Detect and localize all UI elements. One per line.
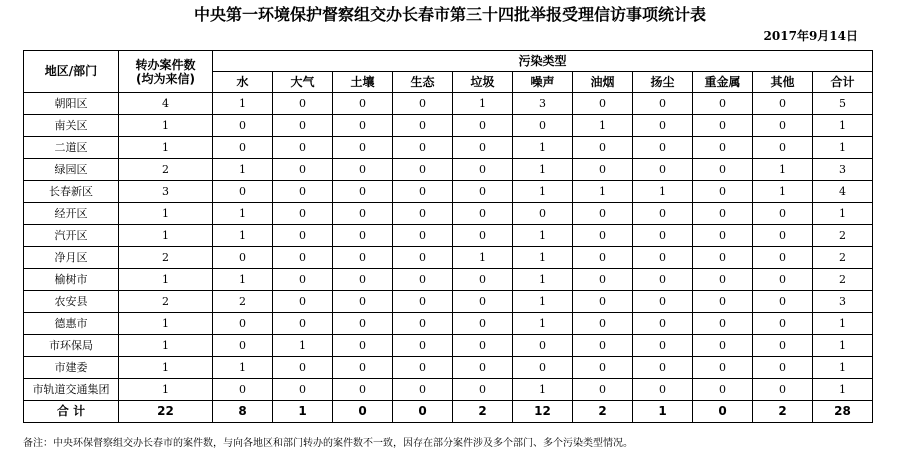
region-cell: 农安县: [24, 291, 119, 313]
value-cell: 1: [213, 93, 273, 115]
value-cell: 0: [693, 401, 753, 423]
value-cell: 0: [693, 225, 753, 247]
value-cell: 1: [753, 181, 813, 203]
table-row: [24, 137, 873, 159]
value-cell: 1: [633, 181, 693, 203]
value-cell: 0: [333, 379, 393, 401]
header-type-10: 合计: [813, 72, 873, 93]
value-cell: 0: [693, 159, 753, 181]
value-cell: 2: [453, 401, 513, 423]
value-cell: 2: [813, 247, 873, 269]
value-cell: 0: [393, 225, 453, 247]
value-cell: 0: [393, 137, 453, 159]
value-cell: 1: [513, 313, 573, 335]
value-cell: 0: [753, 335, 813, 357]
value-cell: 0: [333, 115, 393, 137]
value-cell: 0: [753, 247, 813, 269]
value-cell: 0: [333, 335, 393, 357]
header-type-2: 土壤: [333, 72, 393, 93]
value-cell: 12: [513, 401, 573, 423]
region-cell: 德惠市: [24, 313, 119, 335]
value-cell: 1: [513, 379, 573, 401]
value-cell: 2: [753, 401, 813, 423]
value-cell: 0: [273, 313, 333, 335]
value-cell: 0: [633, 247, 693, 269]
cases-cell: 2: [119, 247, 213, 269]
table-row: [24, 159, 873, 181]
value-cell: 0: [453, 357, 513, 379]
cases-cell: 3: [119, 181, 213, 203]
value-cell: 0: [273, 181, 333, 203]
value-cell: 0: [333, 203, 393, 225]
value-cell: 0: [393, 291, 453, 313]
value-cell: 0: [633, 225, 693, 247]
value-cell: 1: [273, 401, 333, 423]
value-cell: 0: [573, 93, 633, 115]
header-region: 地区/部门: [24, 51, 119, 93]
table-row: [24, 313, 873, 335]
value-cell: 0: [453, 181, 513, 203]
value-cell: 1: [213, 225, 273, 247]
value-cell: 1: [213, 203, 273, 225]
header-type-8: 重金属: [693, 72, 753, 93]
value-cell: 1: [753, 159, 813, 181]
table-body: [24, 93, 873, 423]
value-cell: 0: [453, 137, 513, 159]
value-cell: 0: [213, 379, 273, 401]
value-cell: 0: [453, 379, 513, 401]
region-cell: 长春新区: [24, 181, 119, 203]
value-cell: 0: [273, 269, 333, 291]
value-cell: 0: [753, 93, 813, 115]
value-cell: 0: [393, 313, 453, 335]
region-cell: 市环保局: [24, 335, 119, 357]
value-cell: 0: [573, 159, 633, 181]
table-row: [24, 335, 873, 357]
header-type-7: 扬尘: [633, 72, 693, 93]
header-cases-line1: 转办案件数: [135, 57, 196, 72]
table-row: [24, 269, 873, 291]
value-cell: 0: [513, 335, 573, 357]
value-cell: 0: [753, 225, 813, 247]
value-cell: 3: [513, 93, 573, 115]
value-cell: 1: [213, 269, 273, 291]
value-cell: 0: [693, 247, 753, 269]
value-cell: 0: [513, 203, 573, 225]
value-cell: 0: [333, 401, 393, 423]
value-cell: 0: [573, 247, 633, 269]
page-title: 中央第一环境保护督察组交办长春市第三十四批举报受理信访事项统计表: [193, 5, 706, 24]
value-cell: 0: [453, 291, 513, 313]
value-cell: 0: [453, 159, 513, 181]
cases-cell: 1: [119, 269, 213, 291]
value-cell: 0: [693, 357, 753, 379]
value-cell: 0: [753, 115, 813, 137]
value-cell: 0: [573, 225, 633, 247]
table-row: [24, 357, 873, 379]
value-cell: 0: [753, 379, 813, 401]
table-row: [24, 203, 873, 225]
value-cell: 0: [273, 247, 333, 269]
value-cell: 0: [333, 269, 393, 291]
value-cell: 1: [213, 159, 273, 181]
value-cell: 0: [753, 203, 813, 225]
region-cell: 朝阳区: [24, 93, 119, 115]
value-cell: 0: [333, 247, 393, 269]
value-cell: 0: [393, 357, 453, 379]
value-cell: 0: [693, 137, 753, 159]
value-cell: 0: [633, 379, 693, 401]
value-cell: 0: [273, 159, 333, 181]
value-cell: 0: [393, 203, 453, 225]
cases-cell: 1: [119, 379, 213, 401]
value-cell: 1: [453, 93, 513, 115]
header-cases: [119, 51, 213, 93]
value-cell: 0: [273, 137, 333, 159]
value-cell: 0: [213, 137, 273, 159]
value-cell: 0: [213, 313, 273, 335]
header-type-6: 油烟: [573, 72, 633, 93]
value-cell: 1: [573, 181, 633, 203]
footnote: 备注：中央环保督察组交办长春市的案件数，与向各地区和部门转办的案件数不一致，因存在部分案件涉及多个部门、多个污染类型情况。: [23, 438, 633, 449]
value-cell: 1: [453, 247, 513, 269]
table-row: [24, 247, 873, 269]
value-cell: 0: [393, 181, 453, 203]
value-cell: 0: [393, 115, 453, 137]
value-cell: 0: [633, 269, 693, 291]
value-cell: 0: [333, 93, 393, 115]
cases-cell: 1: [119, 137, 213, 159]
value-cell: 28: [813, 401, 873, 423]
value-cell: 5: [813, 93, 873, 115]
value-cell: 0: [393, 401, 453, 423]
value-cell: 0: [633, 137, 693, 159]
value-cell: 2: [573, 401, 633, 423]
value-cell: 1: [813, 137, 873, 159]
table-row: [24, 225, 873, 247]
value-cell: 3: [813, 159, 873, 181]
value-cell: 0: [633, 335, 693, 357]
value-cell: 0: [753, 313, 813, 335]
value-cell: 0: [753, 357, 813, 379]
value-cell: 0: [573, 203, 633, 225]
region-cell: 榆树市: [24, 269, 119, 291]
cases-cell: 1: [119, 313, 213, 335]
region-cell: 汽开区: [24, 225, 119, 247]
value-cell: 0: [453, 313, 513, 335]
table-row: [24, 379, 873, 401]
value-cell: 0: [273, 225, 333, 247]
value-cell: 0: [453, 115, 513, 137]
value-cell: 0: [273, 93, 333, 115]
value-cell: 0: [753, 291, 813, 313]
value-cell: 1: [513, 291, 573, 313]
value-cell: 1: [513, 137, 573, 159]
header-type-4: 垃圾: [453, 72, 513, 93]
value-cell: 2: [813, 269, 873, 291]
value-cell: 0: [453, 335, 513, 357]
value-cell: 0: [573, 291, 633, 313]
value-cell: 2: [813, 225, 873, 247]
value-cell: 1: [813, 357, 873, 379]
value-cell: 1: [513, 225, 573, 247]
value-cell: 0: [693, 115, 753, 137]
region-cell: 绿园区: [24, 159, 119, 181]
value-cell: 0: [333, 291, 393, 313]
value-cell: 0: [693, 291, 753, 313]
value-cell: 1: [813, 335, 873, 357]
value-cell: 0: [633, 313, 693, 335]
value-cell: 1: [513, 181, 573, 203]
region-cell: 市建委: [24, 357, 119, 379]
value-cell: 0: [693, 379, 753, 401]
header-type-1: 大气: [273, 72, 333, 93]
cases-cell: 1: [119, 225, 213, 247]
table-header: [24, 51, 873, 93]
value-cell: 2: [213, 291, 273, 313]
region-cell: 经开区: [24, 203, 119, 225]
value-cell: 0: [453, 269, 513, 291]
value-cell: 0: [333, 225, 393, 247]
statistics-table: [23, 50, 873, 423]
report-date: 2017年9月14日: [763, 29, 858, 43]
table-row: [24, 291, 873, 313]
value-cell: 0: [633, 115, 693, 137]
value-cell: 3: [813, 291, 873, 313]
value-cell: 0: [573, 379, 633, 401]
value-cell: 0: [693, 181, 753, 203]
region-cell: 南关区: [24, 115, 119, 137]
value-cell: 0: [633, 291, 693, 313]
region-cell: 二道区: [24, 137, 119, 159]
value-cell: 0: [573, 137, 633, 159]
table-row: [24, 401, 873, 423]
cases-cell: 1: [119, 203, 213, 225]
cases-cell: 1: [119, 115, 213, 137]
header-pollution-group: 污染类型: [213, 51, 873, 72]
value-cell: 0: [393, 269, 453, 291]
cases-cell: 1: [119, 335, 213, 357]
value-cell: 0: [753, 137, 813, 159]
cases-cell: 22: [119, 401, 213, 423]
value-cell: 0: [213, 181, 273, 203]
value-cell: 1: [513, 269, 573, 291]
value-cell: 0: [393, 335, 453, 357]
value-cell: 1: [573, 115, 633, 137]
value-cell: 1: [813, 203, 873, 225]
region-cell: 合 计: [24, 401, 119, 423]
value-cell: 0: [453, 225, 513, 247]
header-type-9: 其他: [753, 72, 813, 93]
value-cell: 0: [573, 335, 633, 357]
value-cell: 0: [633, 159, 693, 181]
cases-cell: 1: [119, 357, 213, 379]
value-cell: 0: [573, 357, 633, 379]
table-row: [24, 181, 873, 203]
value-cell: 1: [513, 159, 573, 181]
header-cases-line2: (均为来信): [136, 71, 195, 86]
value-cell: 8: [213, 401, 273, 423]
value-cell: 0: [393, 247, 453, 269]
value-cell: 0: [213, 115, 273, 137]
value-cell: 0: [333, 159, 393, 181]
value-cell: 0: [693, 313, 753, 335]
value-cell: 0: [693, 269, 753, 291]
value-cell: 1: [273, 335, 333, 357]
value-cell: 0: [573, 313, 633, 335]
value-cell: 0: [753, 269, 813, 291]
value-cell: 1: [813, 313, 873, 335]
value-cell: 0: [333, 137, 393, 159]
value-cell: 0: [393, 159, 453, 181]
value-cell: 1: [813, 379, 873, 401]
value-cell: 0: [633, 357, 693, 379]
value-cell: 0: [393, 93, 453, 115]
value-cell: 0: [693, 93, 753, 115]
value-cell: 0: [273, 115, 333, 137]
value-cell: 0: [573, 269, 633, 291]
value-cell: 1: [813, 115, 873, 137]
value-cell: 0: [213, 335, 273, 357]
value-cell: 0: [393, 379, 453, 401]
value-cell: 1: [213, 357, 273, 379]
header-type-0: 水: [213, 72, 273, 93]
value-cell: 1: [513, 247, 573, 269]
value-cell: 0: [333, 313, 393, 335]
table-row: [24, 115, 873, 137]
value-cell: 0: [633, 93, 693, 115]
value-cell: 0: [693, 203, 753, 225]
value-cell: 0: [213, 247, 273, 269]
value-cell: 0: [693, 335, 753, 357]
value-cell: 0: [333, 181, 393, 203]
value-cell: 0: [333, 357, 393, 379]
region-cell: 净月区: [24, 247, 119, 269]
region-cell: 市轨道交通集团: [24, 379, 119, 401]
value-cell: 0: [453, 203, 513, 225]
value-cell: 4: [813, 181, 873, 203]
cases-cell: 2: [119, 291, 213, 313]
value-cell: 0: [273, 291, 333, 313]
value-cell: 0: [513, 115, 573, 137]
value-cell: 1: [633, 401, 693, 423]
cases-cell: 4: [119, 93, 213, 115]
table-row: [24, 93, 873, 115]
header-type-3: 生态: [393, 72, 453, 93]
value-cell: 0: [273, 203, 333, 225]
value-cell: 0: [273, 357, 333, 379]
header-type-5: 噪声: [513, 72, 573, 93]
value-cell: 0: [513, 357, 573, 379]
value-cell: 0: [633, 203, 693, 225]
cases-cell: 2: [119, 159, 213, 181]
value-cell: 0: [273, 379, 333, 401]
